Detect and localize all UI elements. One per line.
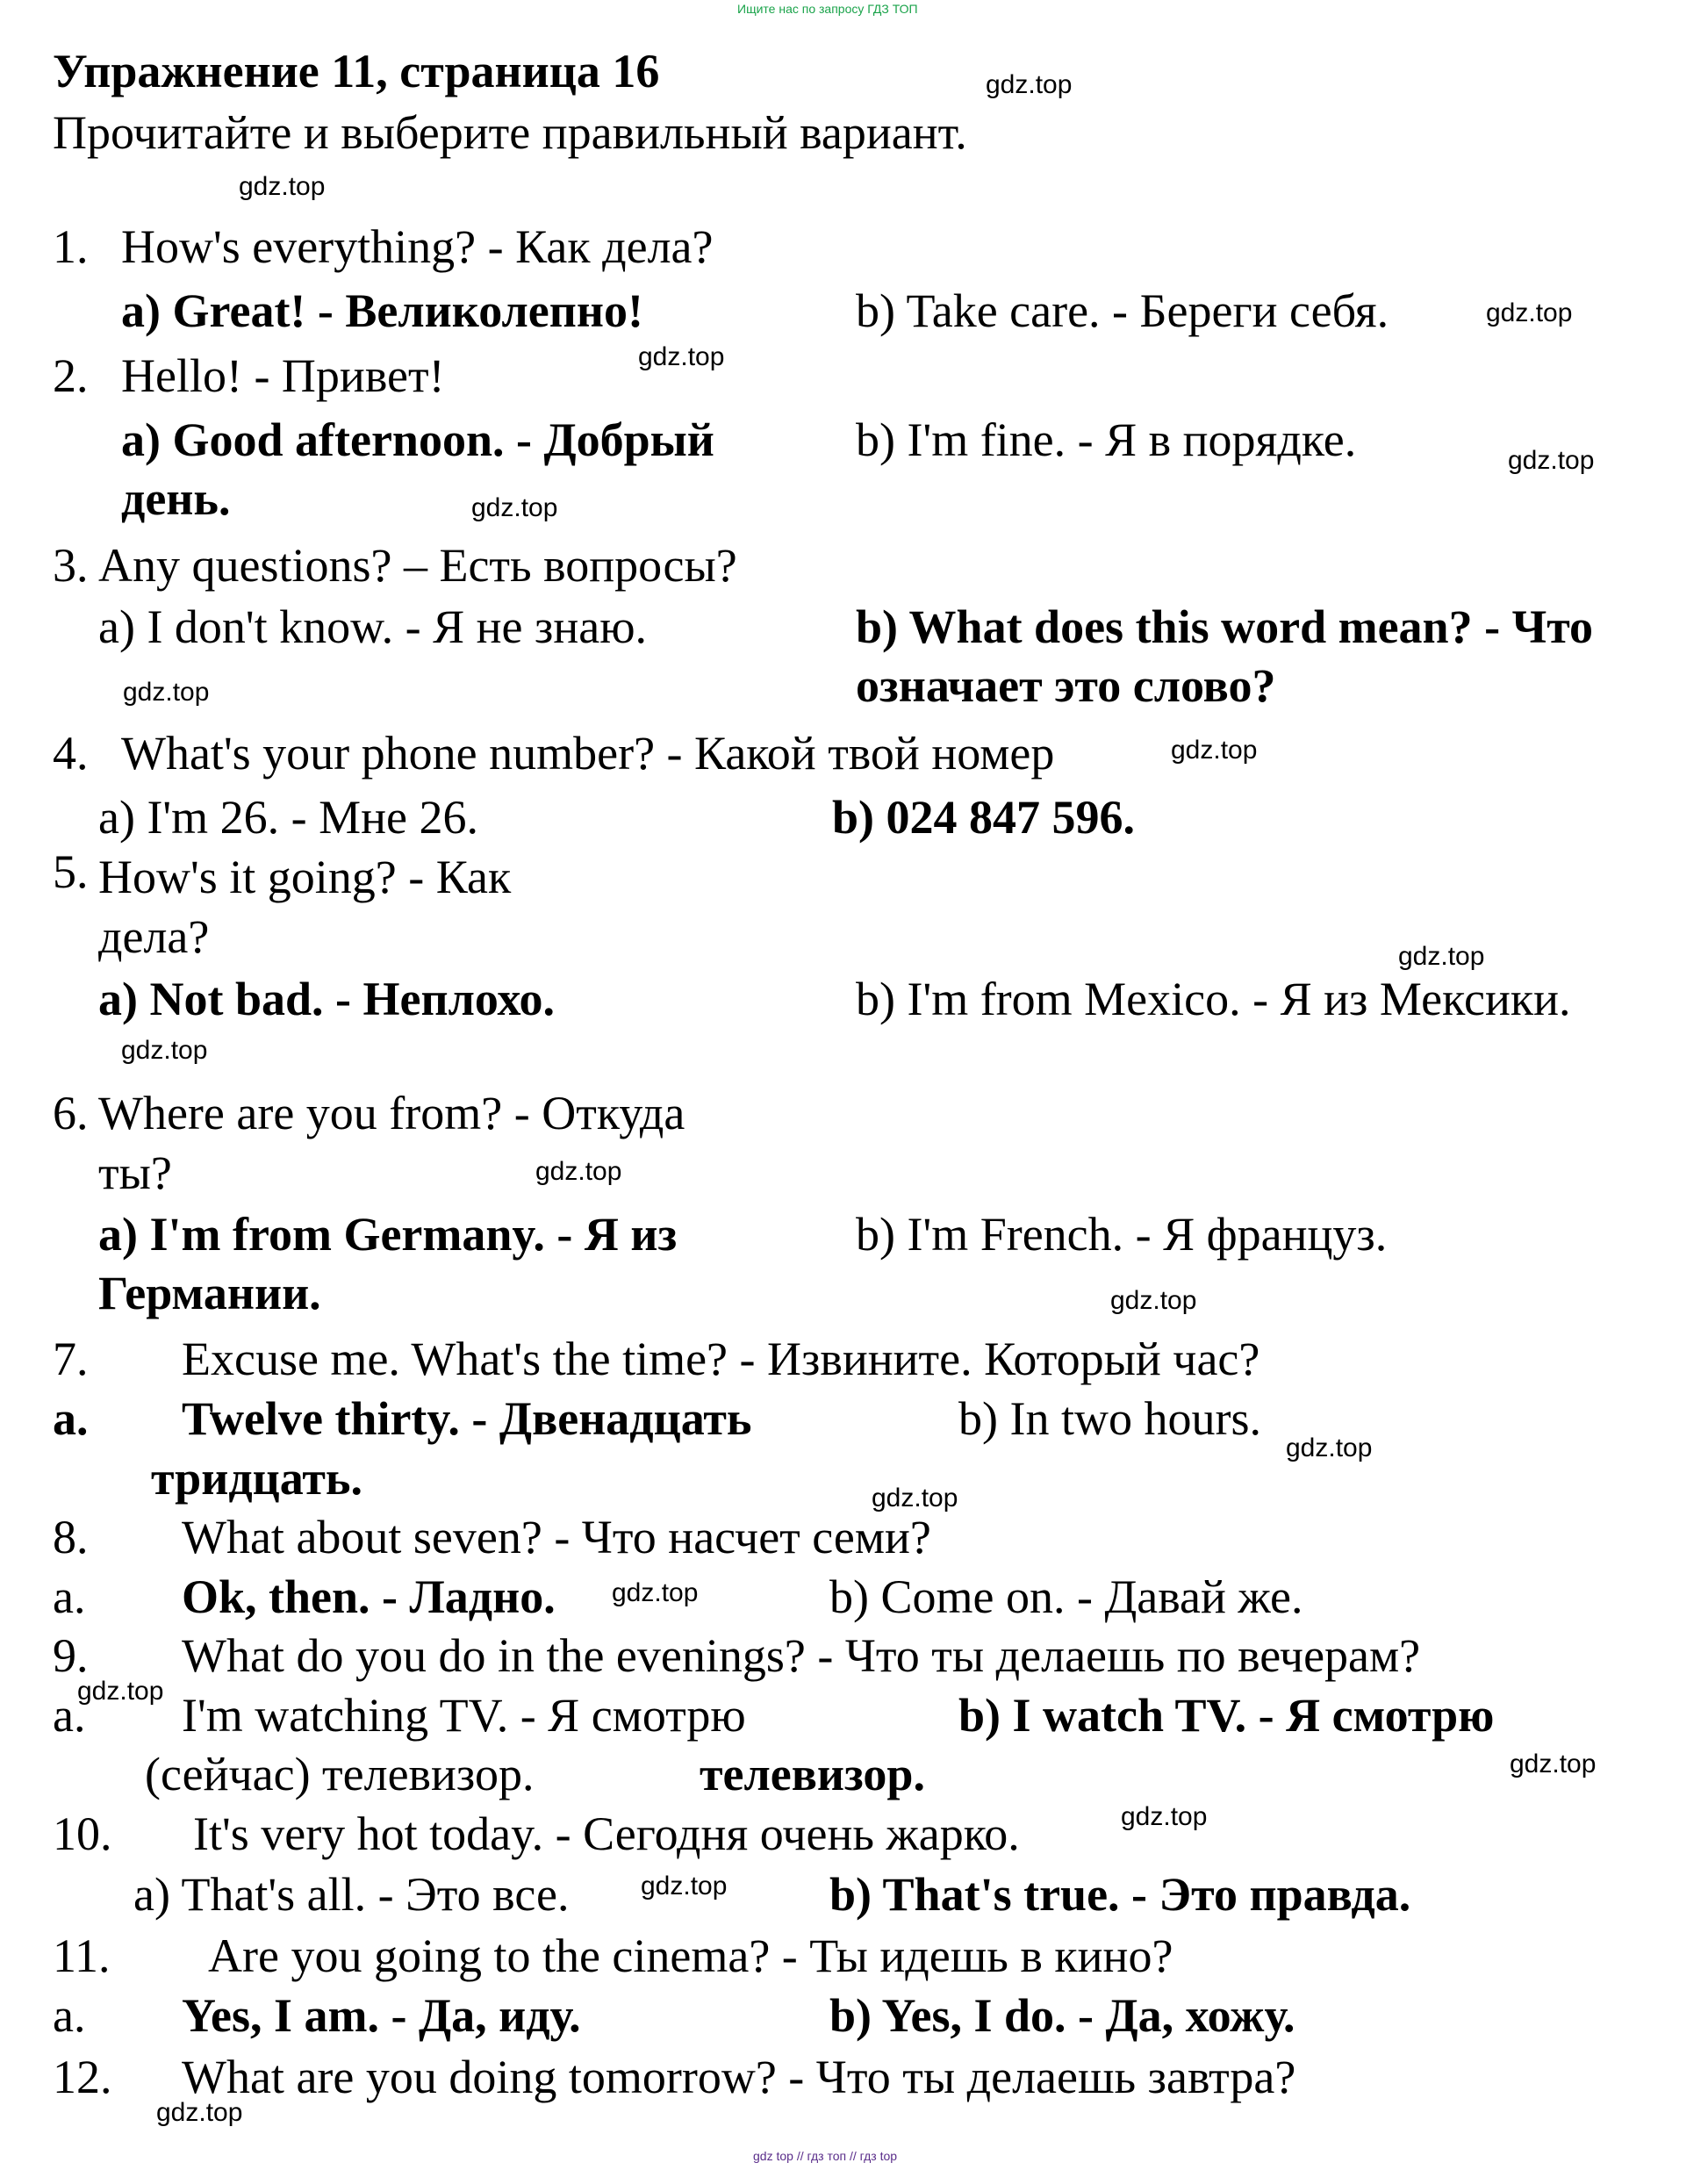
item-7-option-a-line2: тридцать. <box>151 1452 362 1505</box>
item-10-option-a: a) That's all. - Это все. <box>133 1868 570 1921</box>
watermark: gdz.top <box>121 1036 208 1065</box>
watermark: gdz.top <box>1110 1286 1197 1315</box>
item-5-number: 5. <box>53 845 89 898</box>
watermark: gdz.top <box>123 678 210 707</box>
item-11-number: 11. <box>53 1929 111 1982</box>
bottom-banner: gdz top // гдз топ // гдз top <box>753 2149 898 2163</box>
watermark: gdz.top <box>641 1872 728 1901</box>
item-8-option-b: b) Come on. - Давай же. <box>829 1570 1303 1623</box>
item-9-option-a-line2: (сейчас) телевизор. <box>145 1748 535 1800</box>
item-11-option-a: Yes, I am. - Да, иду. <box>182 1989 581 2042</box>
item-4-option-a: a) I'm 26. - Мне 26. <box>98 791 479 844</box>
item-6-option-a-line2: Германии. <box>98 1267 321 1319</box>
watermark: gdz.top <box>1486 298 1573 327</box>
item-1-option-b: b) Take care. - Береги себя. <box>856 284 1389 337</box>
item-9-option-a-letter: a. <box>53 1689 86 1742</box>
watermark: gdz.top <box>535 1157 622 1186</box>
item-2-number: 2. <box>53 349 89 402</box>
item-1-number: 1. <box>53 220 89 273</box>
item-11-option-b: b) Yes, I do. - Да, хожу. <box>829 1989 1295 2042</box>
page-title: Упражнение 11, страница 16 <box>53 45 660 97</box>
page-subtitle: Прочитайте и выберите правильный вариант. <box>53 106 967 159</box>
item-12-question: What are you doing tomorrow? - Что ты делаешь завтра? <box>182 2051 1296 2103</box>
item-8-option-a-letter: a. <box>53 1570 86 1623</box>
item-3-number: 3. <box>53 539 89 592</box>
item-10-question: It's very hot today. - Сегодня очень жарко. <box>193 1807 1020 1860</box>
watermark: gdz.top <box>471 493 558 522</box>
item-7-option-b: b) In two hours. <box>958 1392 1261 1445</box>
item-1-option-a: a) Great! - Великолепно! <box>121 284 643 337</box>
item-9-option-b-line2: телевизор. <box>700 1748 925 1800</box>
item-3-question: Any questions? – Есть вопросы? <box>98 539 737 592</box>
item-9-option-a-line1: I'm watching TV. - Я смотрю <box>182 1689 746 1742</box>
item-5-question-line2: дела? <box>98 910 210 963</box>
watermark: gdz.top <box>638 342 725 371</box>
item-2-option-a-line2: день. <box>121 472 231 525</box>
item-11-question: Are you going to the cinema? - Ты идешь в кино? <box>208 1929 1173 1982</box>
watermark: gdz.top <box>1171 736 1258 765</box>
item-7-option-a-letter: a. <box>53 1392 89 1445</box>
watermark: gdz.top <box>612 1578 699 1607</box>
item-8-question: What about seven? - Что насчет семи? <box>182 1511 931 1563</box>
item-5-option-b: b) I'm from Mexico. - Я из Мексики. <box>856 973 1571 1025</box>
item-7-question: Excuse me. What's the time? - Извините. Который час? <box>182 1333 1260 1385</box>
item-10-option-b: b) That's true. - Это правда. <box>829 1868 1411 1921</box>
item-6-option-a-line1: a) I'm from Germany. - Я из <box>98 1208 678 1261</box>
item-7-option-a-line1: Twelve thirty. - Двенадцать <box>182 1392 752 1445</box>
watermark: gdz.top <box>1286 1433 1373 1462</box>
item-11-option-a-letter: a. <box>53 1989 86 2042</box>
item-12-number: 12. <box>53 2051 112 2103</box>
item-3-option-b-line2: означает это слово? <box>856 659 1276 712</box>
item-6-option-b: b) I'm French. - Я француз. <box>856 1208 1388 1261</box>
item-3-option-a: a) I don't know. - Я не знаю. <box>98 600 648 653</box>
item-4-question: What's your phone number? - Какой твой номер <box>121 727 1055 780</box>
item-9-question: What do you do in the evenings? - Что ты делаешь по вечерам? <box>182 1629 1421 1682</box>
item-2-question: Hello! - Привет! <box>121 349 445 402</box>
watermark: gdz.top <box>156 2098 243 2127</box>
item-10-number: 10. <box>53 1807 112 1860</box>
item-6-question-line1: Where are you from? - Откуда <box>98 1087 685 1139</box>
item-4-number: 4. <box>53 727 89 780</box>
item-6-number: 6. <box>53 1087 89 1139</box>
item-7-number: 7. <box>53 1333 89 1385</box>
watermark: gdz.top <box>1508 446 1595 475</box>
item-1-question: How's everything? - Как дела? <box>121 220 714 273</box>
watermark: gdz.top <box>77 1677 164 1706</box>
item-5-question-line1: How's it going? - Как <box>98 851 512 903</box>
watermark: gdz.top <box>986 70 1073 99</box>
watermark: gdz.top <box>1510 1750 1597 1778</box>
watermark: gdz.top <box>239 172 326 201</box>
top-banner: Ищите нас по запросу ГДЗ ТОП <box>737 2 918 16</box>
item-4-option-b: b) 024 847 596. <box>832 791 1136 844</box>
watermark: gdz.top <box>872 1484 958 1513</box>
item-2-option-a-line1: a) Good afternoon. - Добрый <box>121 413 714 466</box>
item-5-option-a: a) Not bad. - Неплохо. <box>98 973 555 1025</box>
item-8-number: 8. <box>53 1511 89 1563</box>
watermark: gdz.top <box>1398 942 1485 971</box>
watermark: gdz.top <box>1121 1802 1208 1831</box>
item-6-question-line2: ты? <box>98 1146 172 1199</box>
item-3-option-b-line1: b) What does this word mean? - Что <box>856 600 1594 653</box>
item-2-option-b: b) I'm fine. - Я в порядке. <box>856 413 1357 466</box>
item-8-option-a: Ok, then. - Ладно. <box>182 1570 556 1623</box>
item-9-option-b-line1: b) I watch TV. - Я смотрю <box>958 1689 1495 1742</box>
item-9-number: 9. <box>53 1629 89 1682</box>
